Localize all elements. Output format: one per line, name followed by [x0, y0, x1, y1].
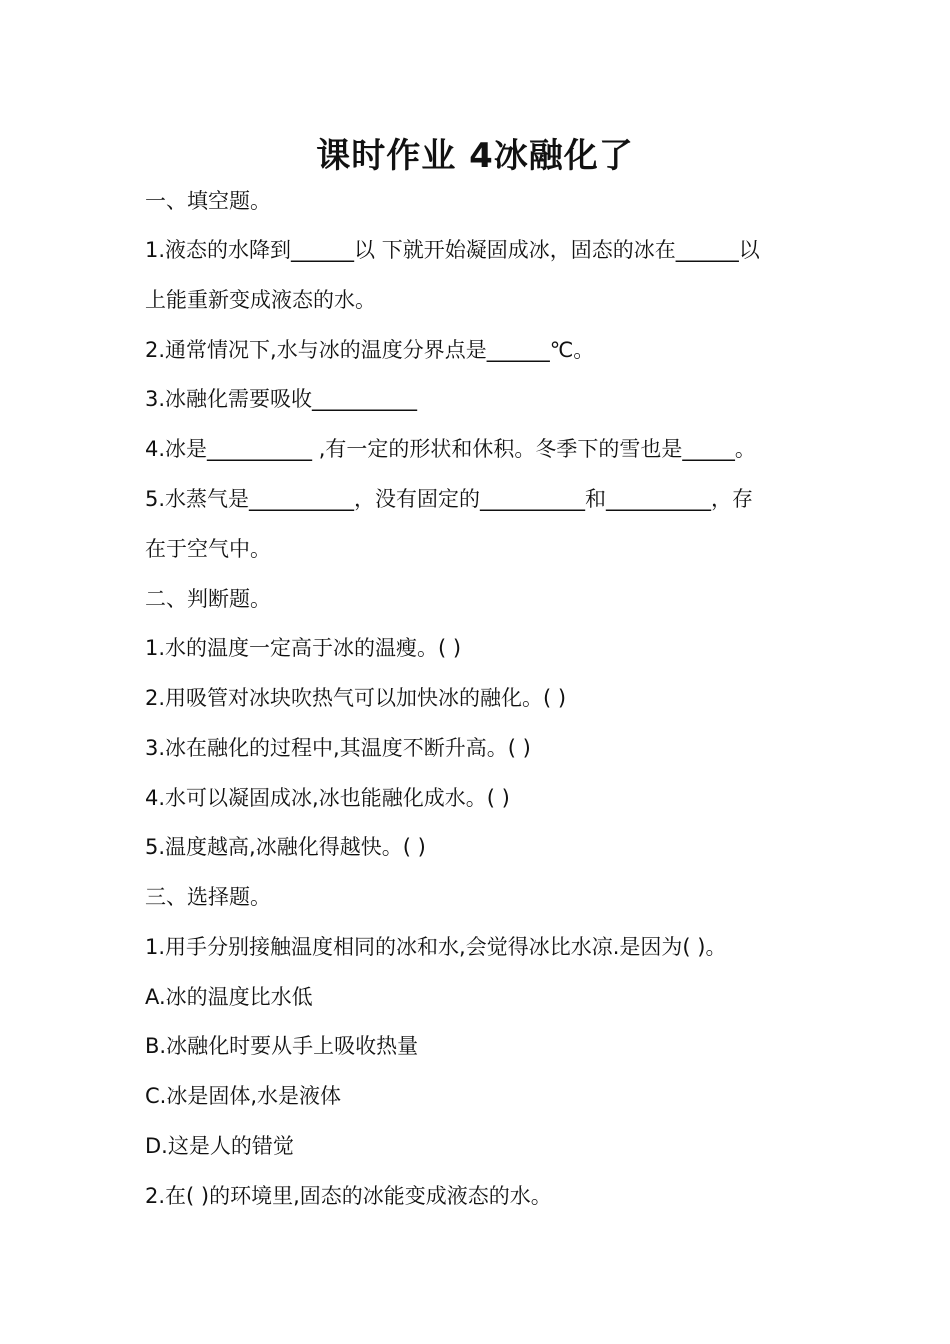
choice-question-2: 2.在( )的环境里,固态的冰能变成液态的水。 — [145, 1184, 552, 1208]
section-heading-true-false: 二、判断题。 — [145, 587, 271, 611]
choice-question-1: 1.用手分别接触温度相同的冰和水,会觉得冰比水凉.是因为( )。 — [145, 935, 727, 959]
judge-question-4: 4.水可以凝固成冰,冰也能融化成水。( ) — [145, 786, 510, 810]
page-title: 课时作业 4冰融化了 — [316, 136, 634, 176]
judge-question-2: 2.用吸管对冰块吹热气可以加快冰的融化。( ) — [145, 686, 567, 710]
fill-question-5-line-1: 5.水蒸气是__________，没有固定的__________和__________，存 — [145, 487, 754, 511]
judge-question-5: 5.温度越高,冰融化得越快。( ) — [145, 835, 426, 859]
fill-question-3: 3.冰融化需要吸收__________ — [145, 387, 418, 411]
fill-question-2: 2.通常情况下,水与冰的温度分界点是______℃。 — [145, 338, 595, 362]
fill-question-5-line-2: 在于空气中。 — [145, 537, 271, 561]
judge-question-3: 3.冰在融化的过程中,其温度不断升高。( ) — [145, 736, 531, 760]
fill-question-4: 4.冰是__________ ,有一定的形状和休积。冬季下的雪也是_____。 — [145, 437, 756, 461]
choice-option-a: A.冰的温度比水低 — [145, 985, 313, 1009]
choice-option-d: D.这是人的错觉 — [145, 1134, 294, 1158]
section-heading-choice: 三、选择题。 — [145, 885, 271, 909]
judge-question-1: 1.水的温度一定高于冰的温瘦。( ) — [145, 636, 462, 660]
fill-question-1-line-2: 上能重新变成液态的水。 — [145, 288, 376, 312]
choice-option-c: C.冰是固体,水是液体 — [145, 1084, 342, 1108]
fill-question-1-line-1: 1.液态的水降到______以 下就开始凝固成冰，固态的冰在______以 — [145, 238, 760, 262]
choice-option-b: B.冰融化时要从手上吸收热量 — [145, 1034, 419, 1058]
section-heading-fill-blank: 一、填空题。 — [145, 189, 271, 213]
